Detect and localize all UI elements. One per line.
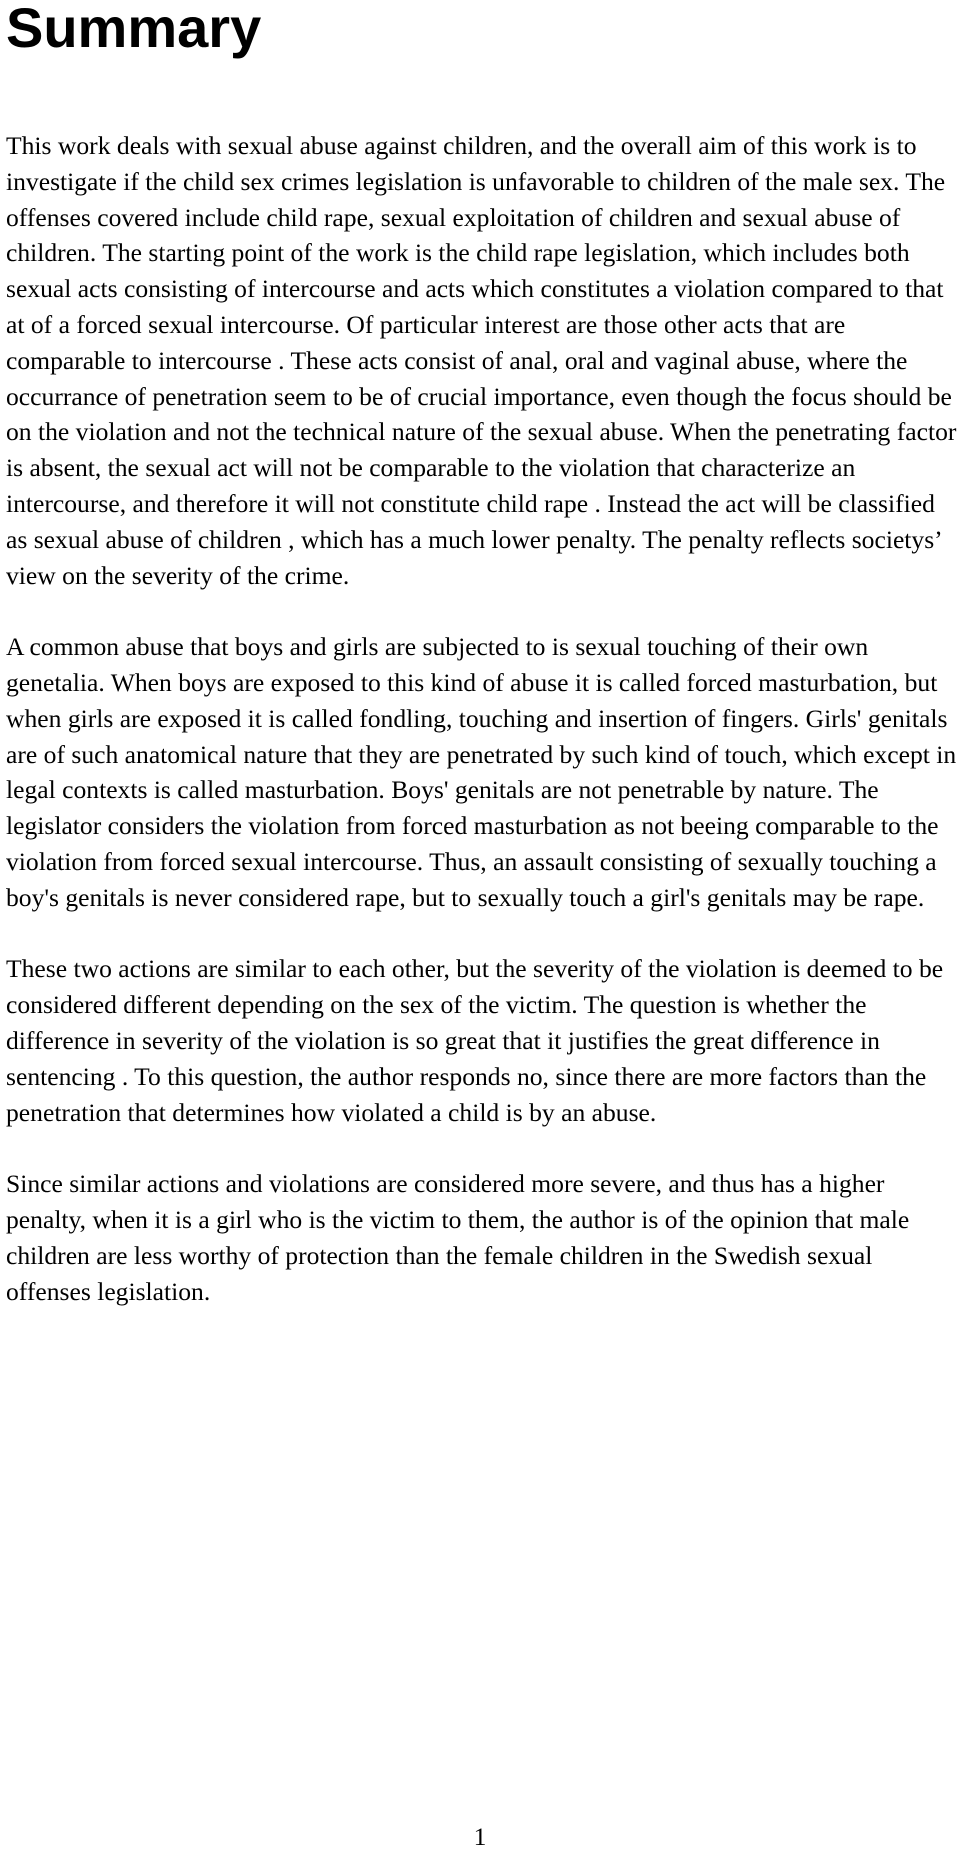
paragraph-4: Since similar actions and violations are considered more severe, and thus has a higher penalty, when it is a girl who is the victim to them, the author is of the opinion that male children are less worthy of protection than the female children in the Swedish sexual offenses legislation. [6,1169,910,1306]
paragraph-3: These two actions are similar to each other, but the severity of the violation is deemed to be considered different depending on the sex of the victim. The question is whether the difference in severity of the violation is so great that it justifies the great difference in sentencing . To this question, the author responds no, since there are more factors than the penetration that determines how violated a child is by an abuse. [6,954,944,1127]
page-number: 1 [473,1822,487,1851]
paragraph-1: This work deals with sexual abuse against children, and the overall aim of this work is to investigate if the child sex crimes legislation is unfavorable to children of the male sex. The offenses covered include child rape, sexual exploitation of children and sexual abuse of children. The starting point of the work is the child rape legislation, which includes both sexual acts consisting of intercourse and acts which constitutes a violation compared to that at of a forced sexual intercourse. Of particular interest are those other acts that are comparable to intercourse . These acts consist of anal, oral and vaginal abuse, where the occurrance of penetration seem to be of crucial importance, even though the focus should be on the violation and not the technical nature of the sexual abuse. When the penetrating factor is absent, the sexual act will not be comparable to the violation that characterize an intercourse, and therefore it will not constitute child rape . Instead the act will be classified as sexual abuse of children , which has a much lower penalty. The penalty reflects societys’ view on the severity of the crime. [6,131,957,590]
page-title: Summary [6,0,262,59]
paragraph-2: A common abuse that boys and girls are subjected to is sexual touching of their own genetalia. When boys are exposed to this kind of abuse it is called forced masturbation, but when girls are exposed it is called fondling, touching and insertion of fingers. Girls' genitals are of such anatomical nature that they are penetrated by such kind of touch, which except in legal contexts is called masturbation. Boys' genitals are not penetrable by nature. The legislator considers the violation from forced masturbation as not beeing comparable to the violation from forced sexual intercourse. Thus, an assault consisting of sexually touching a boy's genitals is never considered rape, but to sexually touch a girl's genitals may be rape. [6,632,957,912]
summary-body [6,128,958,1345]
